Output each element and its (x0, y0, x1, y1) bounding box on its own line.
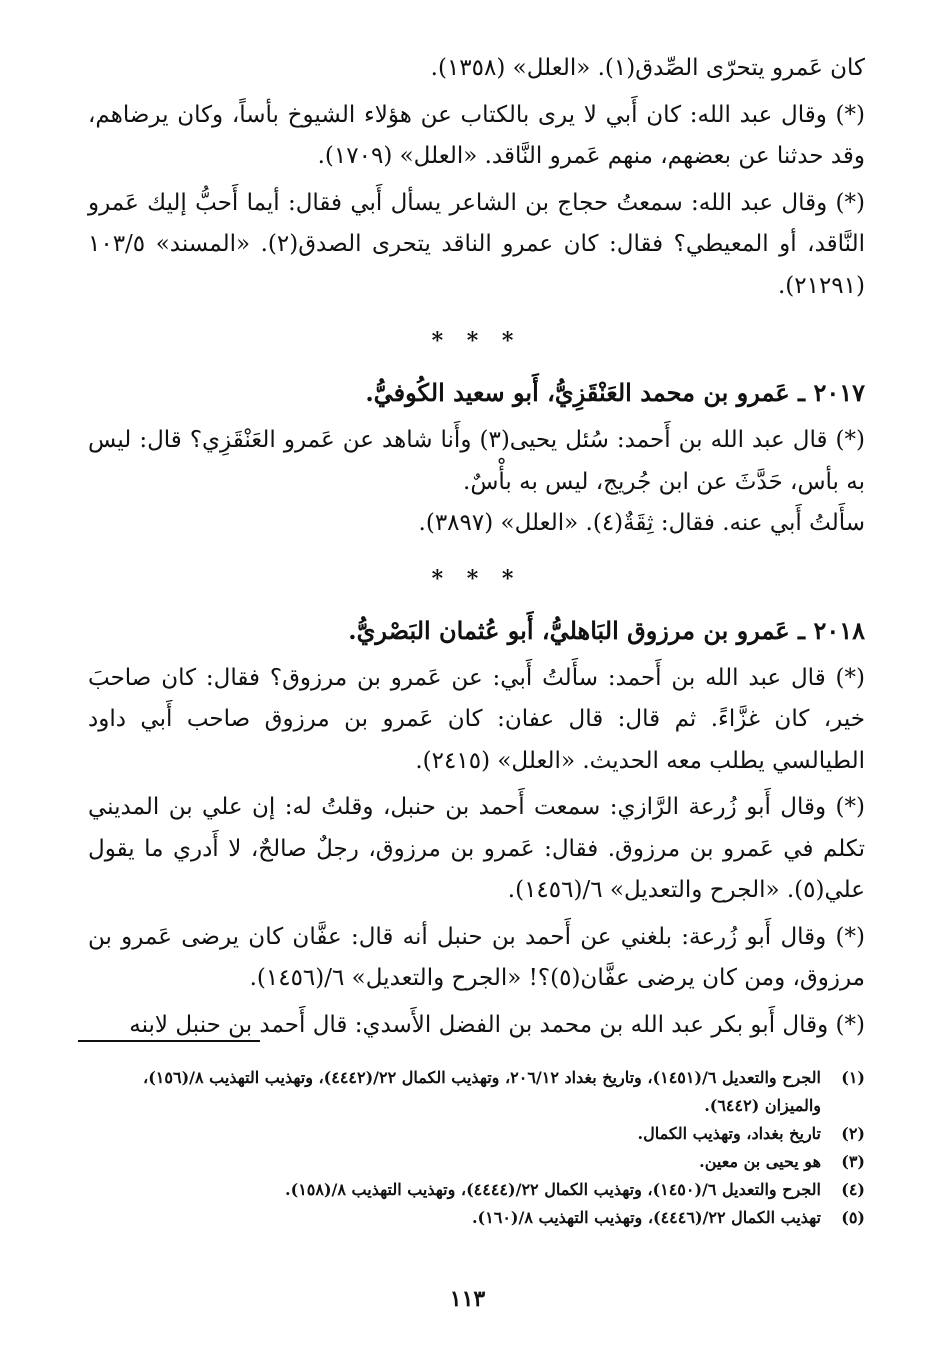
paragraph: (*) وقال أَبو زُرعة: بلغني عن أَحمد بن حنبل أنه قال: عفَّان كان يرضى عَمرو بن مرزوق، ومن كان يرضى عفَّان(٥)؟! «الجرح والتعديل» ٦/(١٤٥٦). (88, 923, 865, 991)
paragraph: (*) وقال أَبو بكر عبد الله بن محمد بن الفضل الأَسدي: قال أَحمد بن حنبل لابنه (129, 1011, 865, 1038)
footnote-number: (٤) (841, 1180, 865, 1199)
paragraph: (*) قال عبد الله بن أَحمد: سُئل يحيى(٣) وأَنا شاهد عن عَمرو العَنْقَزِي؟ قال: ليس به بأس، حَدَّثَ عن ابن جُريج، ليس به بأْسٌ. (88, 427, 866, 495)
footnote-number: (٣) (841, 1152, 865, 1171)
entry-heading: ٢٠١٨ ـ عَمرو بن مرزوق البَاهليُّ، أَبو عُثمان البَصْريُّ. (348, 615, 865, 645)
entry-heading: ٢٠١٧ ـ عَمرو بن محمد العَنْقَزِيُّ، أَبو سعيد الكُوفيُّ. (365, 378, 865, 407)
paragraph: (*) وقال عبد الله: سمعتُ حجاج بن الشاعر يسأل أَبي فقال: أيما أَحبُّ إليك عَمرو النَّاقد، أو المعيطي؟ فقال: كان عمرو الناقد يتحرى الصدق(٢). «المسند» ١٠٣/٥ (٢١٢٩١). (88, 189, 866, 299)
page-number: ١١٣ (449, 1286, 486, 1312)
footnote-text: تاريخ بغداد، وتهذيب الكمال. (637, 1124, 821, 1143)
footnote-text: الجرح والتعديل ٦/(١٤٥١)، وتاريخ بغداد ٢٠٦/١٢، وتهذيب الكمال ٢٢/(٤٤٤٢)، وتهذيب التهذيب ٨/(١٥٦)، والميزان (٦٤٤٢). (143, 1068, 821, 1115)
section-separator: * * * (431, 328, 522, 354)
footnote (88, 1120, 865, 1148)
footnote (88, 1204, 865, 1232)
footnote-text: هو يحيى بن معين. (699, 1152, 821, 1171)
paragraph-continuation: كان عَمرو يتحرّى الصِّدق(١). «العلل» (١٣٥٨). (430, 55, 865, 81)
footnote-number: (٥) (841, 1208, 865, 1227)
footnote-text: تهذيب الكمال ٢٢/(٤٤٤٦)، وتهذيب التهذيب ٨/(١٦٠). (471, 1208, 821, 1227)
footnote-number: (٢) (841, 1124, 865, 1143)
footnote (88, 1148, 865, 1176)
paragraph: (*) وقال عبد الله: كان أَبي لا يرى بالكتاب عن هؤلاء الشيوخ بأساً، وكان يرضاهم، وقد حدثنا عن بعضهم، منهم عَمرو النَّاقد. «العلل» (١٧٠٩). (88, 101, 865, 169)
paragraph: (*) وقال أَبو زُرعة الرَّازي: سمعت أَحمد بن حنبل، وقلتُ له: إن علي بن المديني تكلم في عَمرو بن مرزوق. فقال: عَمرو بن مرزوق، رجلٌ صالحٌ، لا أَدري ما يقول علي(٥). «الجرح والتعديل» ٦/(١٤٥٦). (88, 794, 865, 903)
paragraph: (*) قال عبد الله بن أَحمد: سأَلتُ أَبي: عن عَمرو بن مرزوق؟ فقال: كان صاحبَ خير، كان غزَّاءً. ثم قال: قال عفان: كان عَمرو بن مرزوق صاحب أَبي داود الطيالسي يطلب معه الحديث. «العلل» (٢٤١٥). (88, 664, 865, 774)
footnote (88, 1064, 865, 1120)
footnote-text: الجرح والتعديل ٦/(١٤٥٠)، وتهذيب الكمال ٢٢/(٤٤٤٤)، وتهذيب التهذيب ٨/(١٥٨). (285, 1180, 821, 1199)
paragraph: سأَلتُ أَبي عنه. فقال: ثِقَةٌ(٤). «العلل» (٣٨٩٧). (418, 510, 865, 536)
footnotes (88, 1064, 865, 1232)
footnote-number: (١) (841, 1068, 865, 1087)
main-text (88, 48, 865, 1046)
footnote-divider (78, 1040, 260, 1042)
footnote (88, 1176, 865, 1204)
section-separator: * * * (431, 565, 522, 592)
